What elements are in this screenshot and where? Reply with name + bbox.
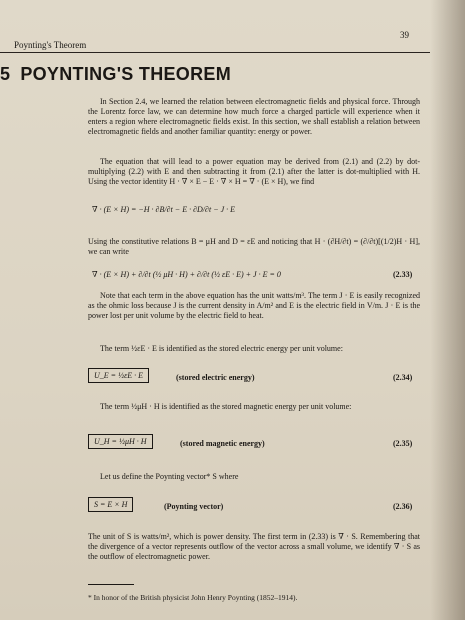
footnote: * In honor of the British physicist John Henry Poynting (1852–1914). <box>88 593 298 602</box>
paragraph-8: The unit of S is watts/m², which is power density. The first term in (2.33) is ∇ · S. Remembering that the divergence of a vector represents outflow of the vector across a small volume, we identify ∇ · S as the outflow of electromagnetic power. <box>88 532 420 561</box>
section-number: 5 <box>0 64 11 84</box>
equation-2-36-box: S = E × H <box>88 497 133 512</box>
paragraph-3: Using the constitutive relations B = μH and D = εE and noticing that H · (∂H/∂t) = (∂/∂t)[(1/2)H · H], we can write <box>88 237 420 256</box>
equation-2-33: ∇ · (E × H) + ∂/∂t (½ μH · H) + ∂/∂t (½ εE · E) + J · E = 0 <box>92 270 281 279</box>
footnote-rule <box>88 584 134 585</box>
equation-2-35-box: U_H = ½μH · H <box>88 434 153 449</box>
equation-number-2-35: (2.35) <box>393 439 413 448</box>
equation-2-34-box: U_E = ½εE · E <box>88 368 149 383</box>
paragraph-6: The term ½μH · H is identified as the stored magnetic energy per unit volume: <box>100 402 352 411</box>
page-number: 39 <box>400 30 409 40</box>
running-head: Poynting's Theorem <box>14 40 87 50</box>
equation-number-2-33: (2.33) <box>393 270 413 279</box>
equation-2-34-caption: (stored electric energy) <box>176 373 255 382</box>
paragraph-7: Let us define the Poynting vector* S where <box>100 472 239 481</box>
equation-a: ∇ · (E × H) = −H · ∂B/∂t − E · ∂D/∂t − J · E <box>92 205 236 214</box>
paragraph-1: In Section 2.4, we learned the relation between electromagnetic fields and physical force. Through the Lorentz force law, we can determine how much force a charged particle will experience when it enters a region where electromagnetic fields exist. In this section, we shall establish a relation between electromagnetic fields and another familiar quantity: energy or power. <box>88 97 420 136</box>
section-title <box>0 64 231 85</box>
paragraph-2: The equation that will lead to a power equation may be derived from (2.1) and (2.2) by dot-multiplying (2.2) with E and then subtracting it from (2.1) after the latter is dot-multiplied with H. Using the vector identity H · ∇ × E − E · ∇ × H = ∇ · (E × H), we find <box>88 157 420 186</box>
equation-2-35-caption: (stored magnetic energy) <box>180 439 265 448</box>
equation-number-2-36: (2.36) <box>393 502 413 511</box>
paragraph-4: Note that each term in the above equation has the unit watts/m³. The term J · E is easily recognized as the ohmic loss because J is the current density in A/m² and E is the electric field in V/m. J · E is the power lost per unit volume by the electric field to heat. <box>88 291 420 320</box>
equation-number-2-34: (2.34) <box>393 373 413 382</box>
header-rule <box>0 52 430 53</box>
equation-2-36-caption: (Poynting vector) <box>164 502 224 511</box>
section-title-text: POYNTING'S THEOREM <box>20 64 232 84</box>
page-edge-shadow <box>430 0 465 620</box>
paragraph-5: The term ½εE · E is identified as the stored electric energy per unit volume: <box>100 344 343 353</box>
